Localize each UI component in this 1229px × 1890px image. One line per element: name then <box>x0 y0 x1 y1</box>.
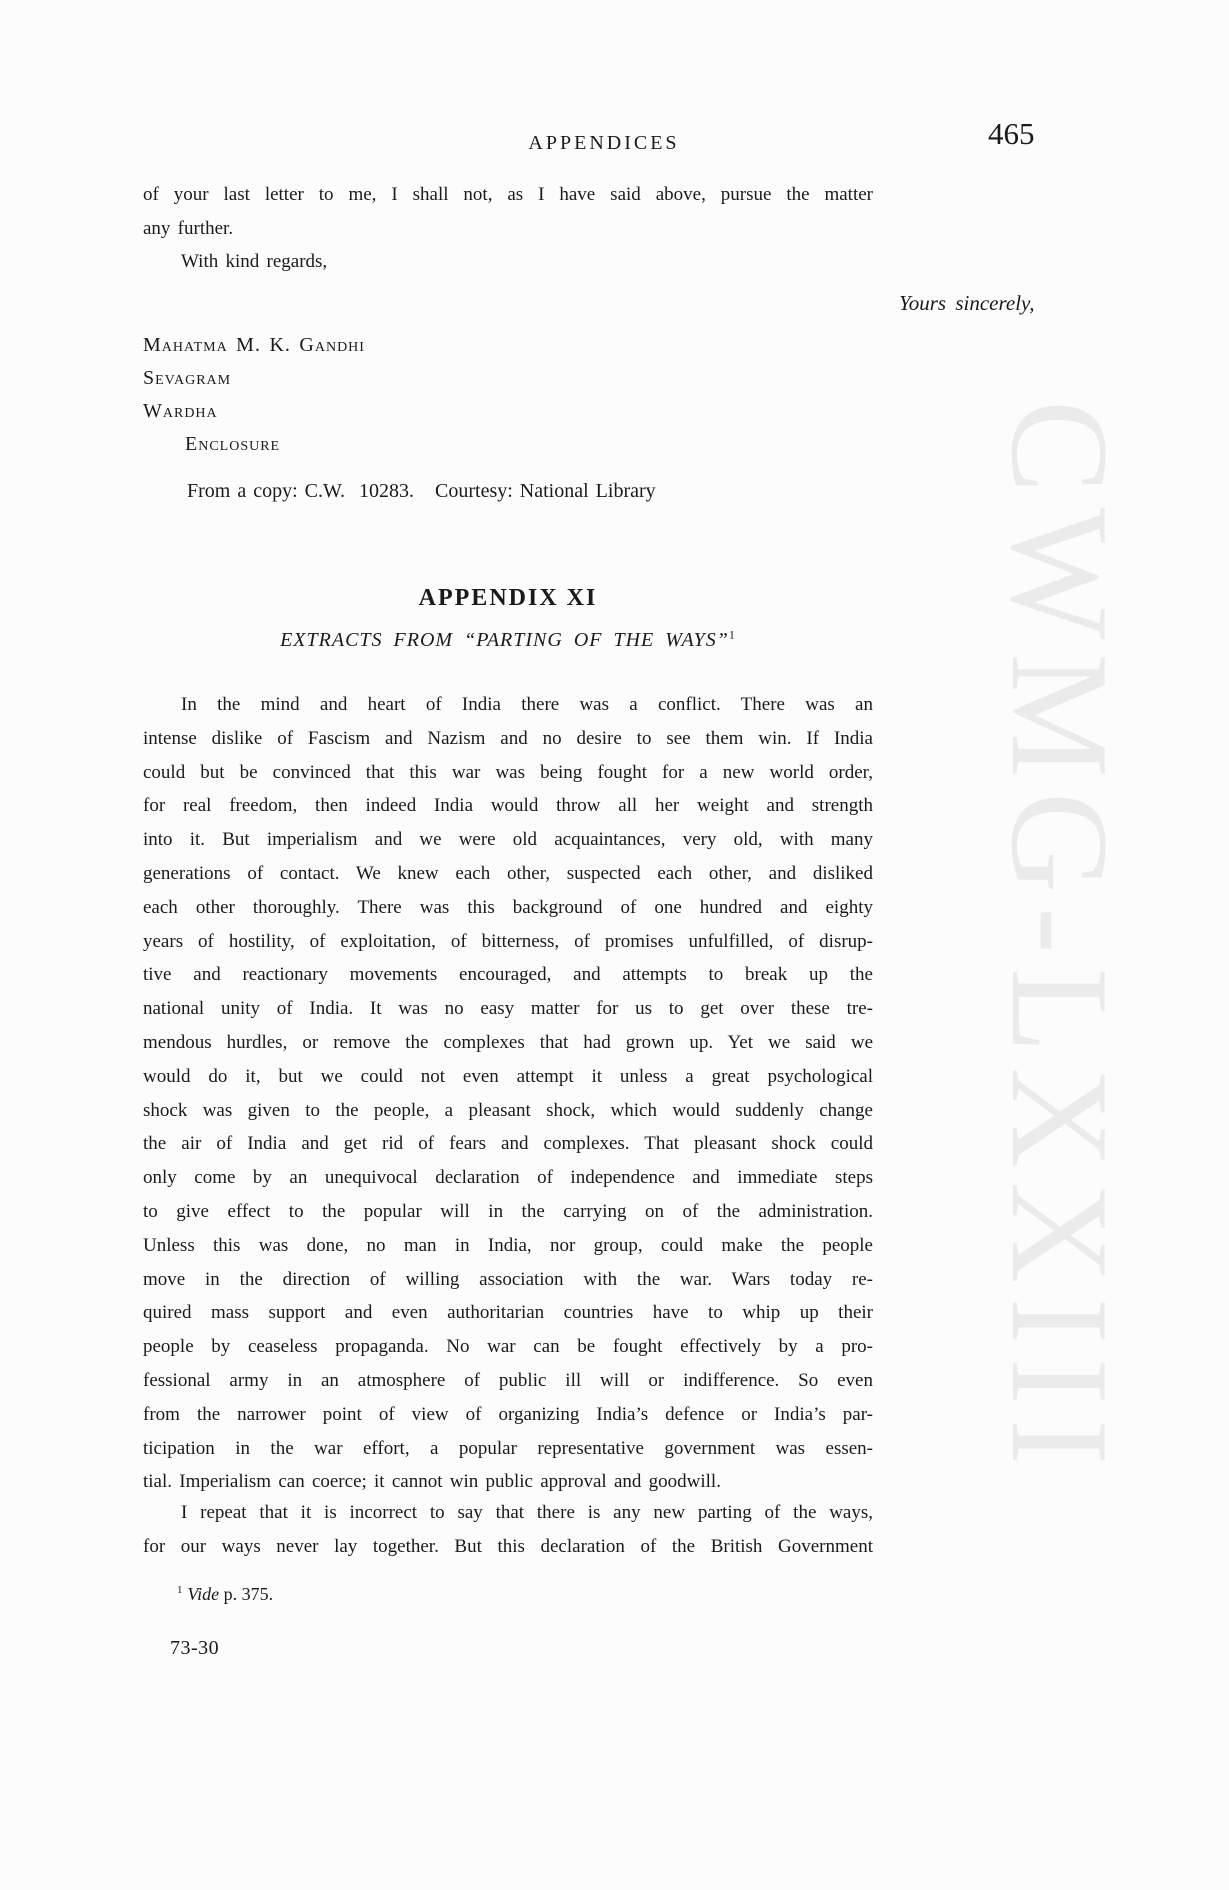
text-line: ticipation in the war effort, a popular representative government was essen- <box>143 1437 873 1459</box>
text-line: national unity of India. It was no easy matter for us to get over these tre- <box>143 998 873 1020</box>
signature-place: Wardha <box>143 400 218 422</box>
text-line: into it. But imperialism and we were old acquaintances, very old, with many <box>143 829 873 851</box>
text-line: only come by an unequivocal declaration of independence and immediate steps <box>143 1167 873 1189</box>
text-line: for our ways never lay together. But this declaration of the British Government <box>143 1535 873 1557</box>
text-line: mendous hurdles, or remove the complexes that had grown up. Yet we said we <box>143 1031 873 1053</box>
text-line: to give effect to the popular will in the carrying on of the administration. <box>143 1200 873 1222</box>
text-line: would do it, but we could not even attempt it unless a great psychological <box>143 1065 873 1087</box>
text-line: generations of contact. We knew each other, suspected each other, and disliked <box>143 862 873 884</box>
text-line: I repeat that it is incorrect to say that there is any new parting of the ways, <box>181 1502 873 1523</box>
text-line: from the narrower point of view of organizing India’s defence or India’s par- <box>143 1403 873 1425</box>
text-line: for real freedom, then indeed India would throw all her weight and strength <box>143 795 873 817</box>
text-line: quired mass support and even authoritarian countries have to whip up their <box>143 1302 873 1324</box>
watermark-text: CWMG-LXXIII <box>982 400 1137 1480</box>
text-line: of your last letter to me, I shall not, as I have said above, pursue the matter <box>143 184 873 205</box>
text-line: intense dislike of Fascism and Nazism and no desire to see them win. If India <box>143 727 873 749</box>
signature-place: Sevagram <box>143 367 232 389</box>
text-line: the air of India and get rid of fears and complexes. That pleasant shock could <box>143 1133 873 1155</box>
footnote-term: Vide <box>187 1584 220 1604</box>
text-line: shock was given to the people, a pleasant shock, which would suddenly change <box>143 1099 873 1121</box>
text-line: any further. <box>143 217 234 239</box>
signature-name: Mahatma M. K. Gandhi <box>143 334 365 356</box>
footnote-marker: 1 <box>177 1584 183 1596</box>
text-line: Unless this was done, no man in India, nor group, could make the people <box>143 1234 873 1256</box>
text-line: years of hostility, of exploitation, of bitterness, of promises unfulfilled, of disrup- <box>143 930 873 952</box>
text-line: move in the direction of willing association with the war. Wars today re- <box>143 1268 873 1290</box>
text-line: In the mind and heart of India there was a conflict. There was an <box>181 694 873 715</box>
enclosure-label: Enclosure <box>185 433 281 455</box>
valediction: Yours sincerely, <box>899 291 1035 315</box>
text-line: tial. Imperialism can coerce; it cannot win public approval and goodwill. <box>143 1471 721 1493</box>
regards-line: With kind regards, <box>181 251 328 272</box>
text-line: could but be convinced that this war was being fought for a new world order, <box>143 761 873 783</box>
body-paragraph <box>143 688 873 1499</box>
running-title: APPENDICES <box>528 132 680 154</box>
appendix-subheading <box>143 627 873 651</box>
footnote-ref: 1 <box>728 627 736 642</box>
letter-excerpt <box>143 178 873 279</box>
footnote-text: p. 375. <box>219 1584 274 1604</box>
impression-mark: 73-30 <box>170 1637 220 1659</box>
footnote <box>177 1585 273 1603</box>
page-number: 465 <box>988 116 1035 151</box>
body-paragraph <box>143 1496 873 1564</box>
appendix-heading: APPENDIX XI <box>418 585 598 611</box>
text-line: each other thoroughly. There was this background of one hundred and eighty <box>143 896 873 918</box>
text-line: fessional army in an atmosphere of public ill will or indifference. So even <box>143 1369 873 1391</box>
text-line: people by ceaseless propaganda. No war can be fought effectively by a pro- <box>143 1336 873 1358</box>
text-line: tive and reactionary movements encouraged, and attempts to break up the <box>143 964 873 986</box>
signature-block <box>143 329 743 461</box>
source-line: From a copy: C.W. 10283. Courtesy: National Library <box>187 480 656 502</box>
appendix-subheading-text: EXTRACTS FROM “PARTING OF THE WAYS” <box>280 629 729 651</box>
